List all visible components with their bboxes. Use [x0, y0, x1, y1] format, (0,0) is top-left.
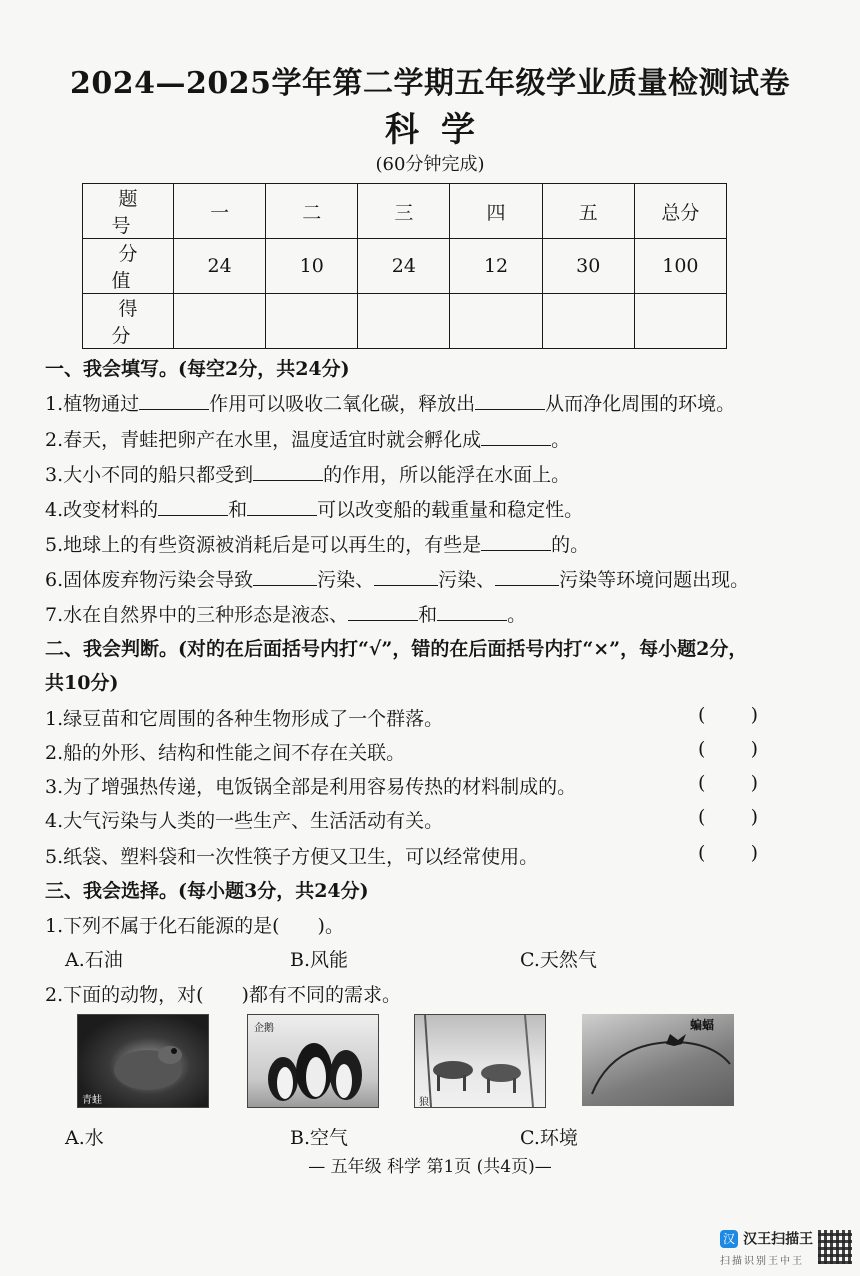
score-table-row	[83, 294, 727, 349]
column-3: 三	[358, 184, 450, 239]
score-cell-total[interactable]	[634, 294, 726, 349]
wolf-icon	[415, 1015, 545, 1107]
answer-blank[interactable]	[253, 567, 317, 586]
column-2: 二	[266, 184, 358, 239]
judge-question-2: 2.船的外形、结构和性能之间不存在关联。	[45, 742, 406, 764]
answer-blank[interactable]	[475, 391, 545, 410]
exam-duration: (60分钟完成)	[375, 154, 485, 175]
scanner-watermark: 汉 汉王扫描王 扫描识别王中王	[720, 1231, 814, 1267]
score-table-row	[83, 239, 727, 294]
score-table-row	[83, 184, 727, 239]
answer-parentheses[interactable]: ( )	[698, 842, 758, 864]
option-c[interactable]: C.天然气	[520, 949, 597, 971]
fill-question-4: 4.改变材料的 和 可以改变船的载重量和稳定性。	[45, 499, 584, 521]
score-cell-1[interactable]	[174, 294, 266, 349]
option-c[interactable]: C.环境	[520, 1127, 578, 1149]
fill-question-2: 2.春天，青蛙把卵产在水里，温度适宜时就会孵化成 。	[45, 429, 571, 451]
answer-blank[interactable]	[158, 497, 228, 516]
points-4: 12	[450, 239, 542, 294]
exam-title: 2024—2025学年第二学期五年级学业质量检测试卷	[70, 66, 790, 101]
points-1: 24	[174, 239, 266, 294]
option-b[interactable]: B.空气	[290, 1127, 349, 1149]
column-total: 总分	[634, 184, 726, 239]
answer-blank[interactable]	[374, 567, 438, 586]
answer-blank[interactable]	[348, 602, 418, 621]
wolf-photo: 狼	[414, 1014, 546, 1108]
answer-blank[interactable]	[495, 567, 559, 586]
fill-question-7: 7.水在自然界中的三种形态是液态、 和 。	[45, 604, 527, 626]
judge-question-3: 3.为了增强热传递，电饭锅全部是利用容易传热的材料制成的。	[45, 776, 577, 798]
row-label-score: 得 分	[83, 294, 174, 349]
score-table	[82, 183, 727, 349]
judge-question-1: 1.绿豆苗和它周围的各种生物形成了一个群落。	[45, 708, 444, 730]
column-4: 四	[450, 184, 542, 239]
answer-blank[interactable]	[247, 497, 317, 516]
option-a[interactable]: A.水	[65, 1127, 104, 1149]
points-2: 10	[266, 239, 358, 294]
choice-question-1: 1.下列不属于化石能源的是( )。	[45, 915, 344, 937]
score-cell-3[interactable]	[358, 294, 450, 349]
answer-blank[interactable]	[437, 602, 507, 621]
answer-blank[interactable]	[481, 532, 551, 551]
points-5: 30	[542, 239, 634, 294]
section-1-heading: 一、我会填写。(每空2分，共24分)	[45, 358, 350, 380]
row-label-points: 分 值	[83, 239, 174, 294]
section-3-heading: 三、我会选择。(每小题3分，共24分)	[45, 880, 369, 902]
answer-blank[interactable]	[139, 391, 209, 410]
answer-parentheses[interactable]: ( )	[698, 806, 758, 828]
penguin-photo: 企鹅	[247, 1014, 379, 1108]
option-b[interactable]: B.风能	[290, 949, 349, 971]
answer-blank[interactable]	[253, 462, 323, 481]
answer-parentheses[interactable]: ( )	[698, 704, 758, 726]
score-cell-2[interactable]	[266, 294, 358, 349]
option-a[interactable]: A.石油	[65, 949, 123, 971]
subject-title: 科学	[385, 110, 497, 150]
frog-photo: 青蛙	[77, 1014, 209, 1108]
scanner-logo-icon: 汉	[720, 1230, 738, 1248]
column-5: 五	[542, 184, 634, 239]
points-total: 100	[634, 239, 726, 294]
choice-question-2: 2.下面的动物，对( )都有不同的需求。	[45, 984, 401, 1006]
fill-question-6: 6.固体废弃物污染会导致 污染、 污染、 污染等环境问题出现。	[45, 569, 750, 591]
section-2-heading-cont: 共10分)	[45, 672, 119, 694]
score-cell-5[interactable]	[542, 294, 634, 349]
answer-blank[interactable]	[481, 427, 551, 446]
judge-question-5: 5.纸袋、塑料袋和一次性筷子方便又卫生，可以经常使用。	[45, 846, 539, 868]
fill-question-3: 3.大小不同的船只都受到 的作用，所以能浮在水面上。	[45, 464, 571, 486]
fill-question-5: 5.地球上的有些资源被消耗后是可以再生的，有些是 的。	[45, 534, 590, 556]
qr-code-icon	[818, 1230, 852, 1264]
fill-question-1: 1.植物通过 作用可以吸收二氧化碳，释放出 从而净化周围的环境。	[45, 393, 736, 415]
bat-cave-photo: 蝙蝠	[582, 1014, 734, 1106]
row-label-number: 题 号	[83, 184, 174, 239]
points-3: 24	[358, 239, 450, 294]
page-footer: — 五年级 科学 第1页 (共4页)—	[308, 1157, 552, 1177]
answer-parentheses[interactable]: ( )	[698, 772, 758, 794]
score-cell-4[interactable]	[450, 294, 542, 349]
section-2-heading: 二、我会判断。(对的在后面括号内打“√”，错的在后面括号内打“×”，每小题2分，	[45, 638, 748, 660]
column-1: 一	[174, 184, 266, 239]
judge-question-4: 4.大气污染与人类的一些生产、生活活动有关。	[45, 810, 444, 832]
answer-parentheses[interactable]: ( )	[698, 738, 758, 760]
